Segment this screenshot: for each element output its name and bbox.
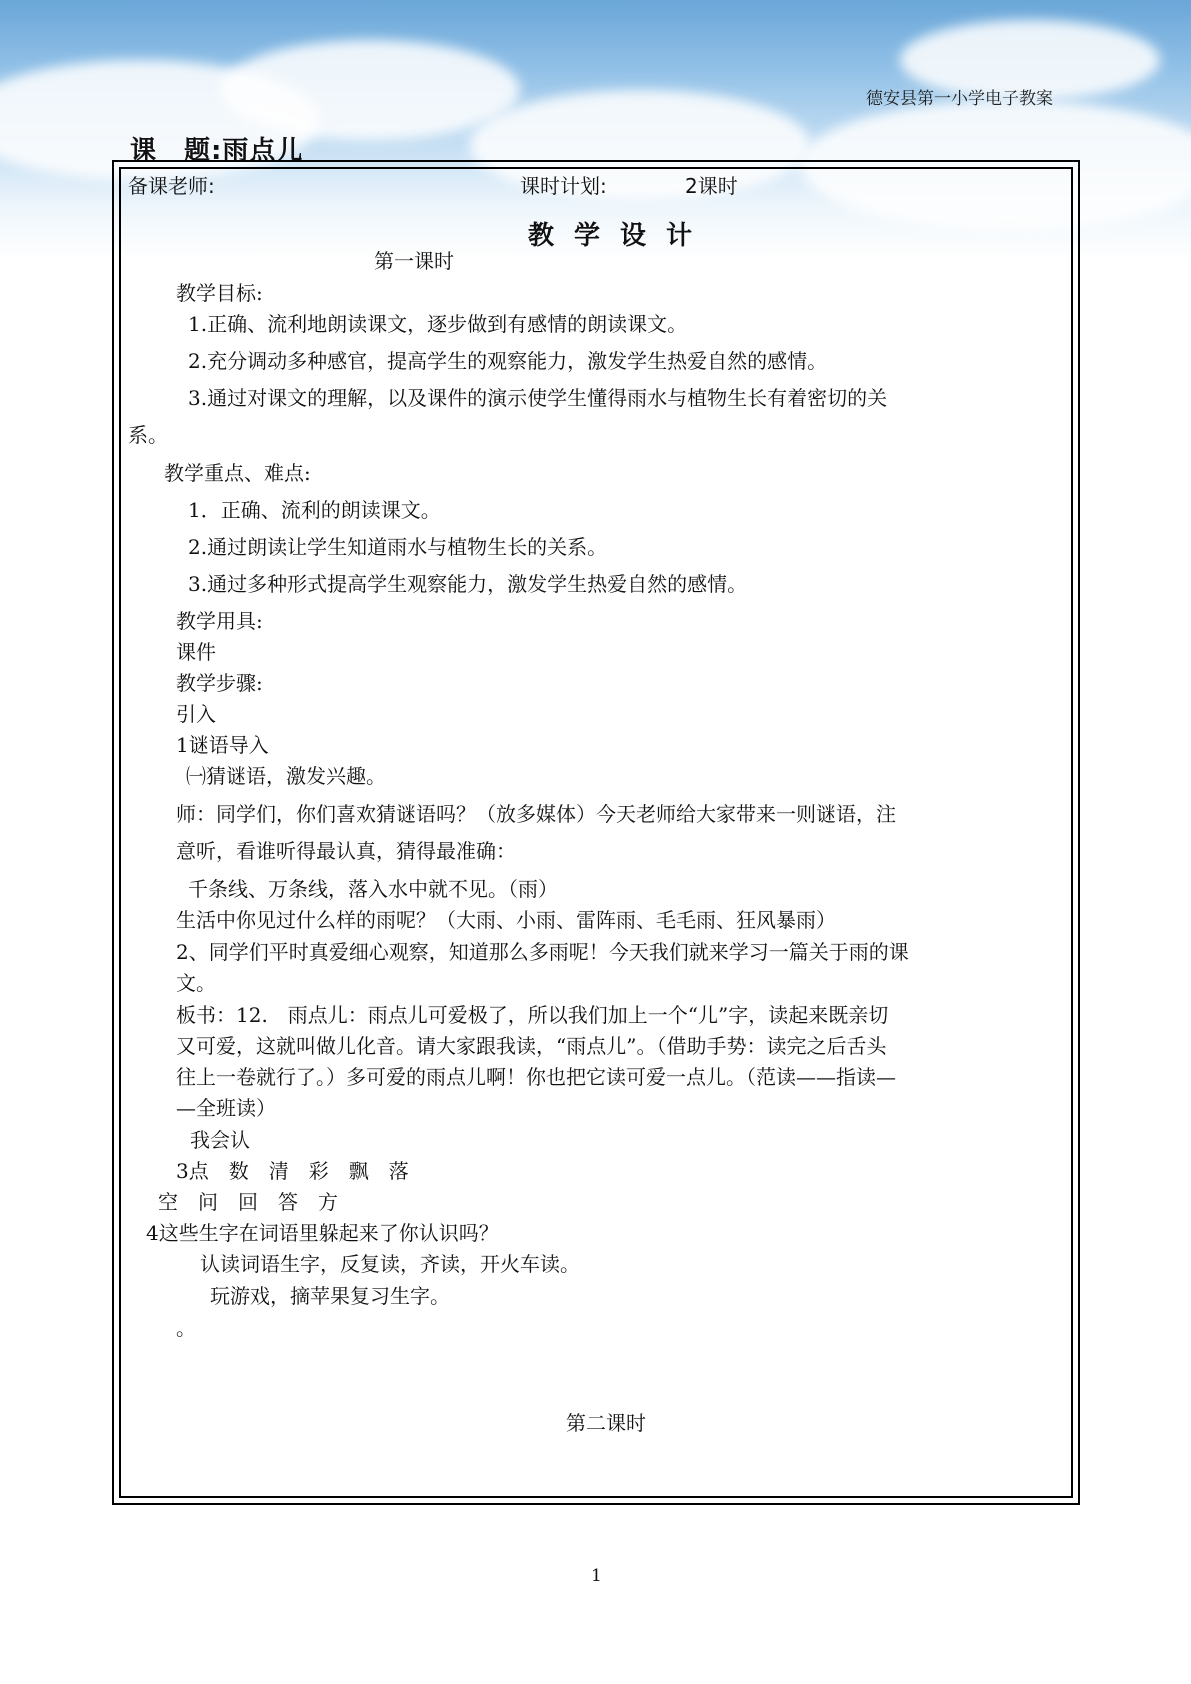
board-line-4: —全班读） [176, 1096, 276, 1120]
objective-3: 3.通过对课文的理解，以及课件的演示使学生懂得雨水与植物生长有着密切的关 [188, 386, 888, 410]
key-point-2: 2.通过朗读让学生知道雨水与植物生长的关系。 [188, 535, 608, 559]
plan-label: 课时计划: [520, 174, 607, 198]
observe-line-2: 文。 [176, 971, 216, 995]
char-row-2: 空 问 回 答 方 [158, 1190, 338, 1214]
char-row-1: 3点 数 清 彩 飘 落 [176, 1159, 409, 1183]
words-heading: 4这些生字在词语里躲起来了你认识吗？ [146, 1221, 499, 1245]
teacher-label: 备课老师: [128, 174, 215, 198]
period-mark: 。 [176, 1316, 196, 1340]
board-line-3: 往上一卷就行了。）多可爱的雨点儿啊！你也把它读可爱一点儿。（范读——指读— [176, 1065, 896, 1089]
objective-3-cont: 系。 [128, 423, 168, 447]
teacher-line-2: 意听，看谁听得最认真，猜得最准确： [176, 839, 516, 863]
design-title: 教学设计 [528, 221, 713, 251]
page-number: 1 [591, 1566, 602, 1586]
lesson-title: 课 题:雨点儿 [130, 136, 304, 166]
school-header: 德安县第一小学电子教案 [866, 89, 1053, 109]
read-words: 认读词语生字，反复读，齐读，开火车读。 [200, 1252, 580, 1276]
play-game: 玩游戏，摘苹果复习生字。 [210, 1284, 450, 1308]
objectives-heading: 教学目标: [176, 281, 263, 305]
rain-types: 生活中你见过什么样的雨呢？（大雨、小雨、雷阵雨、毛毛雨、狂风暴雨） [176, 908, 836, 932]
tools-heading: 教学用具: [176, 609, 263, 633]
teacher-line-1: 师：同学们，你们喜欢猜谜语吗？（放多媒体）今天老师给大家带来一则谜语，注 [176, 802, 896, 826]
cloud [220, 40, 520, 140]
objective-1: 1.正确、流利地朗读课文，逐步做到有感情的朗读课文。 [188, 312, 688, 336]
riddle-heading: 1谜语导入 [176, 733, 269, 757]
intro-heading: 引入 [176, 702, 216, 726]
steps-heading: 教学步骤: [176, 671, 263, 695]
key-point-1: 1．正确、流利的朗读课文。 [188, 498, 441, 522]
key-point-3: 3.通过多种形式提高学生观察能力，激发学生热爱自然的感情。 [188, 572, 748, 596]
tools-value: 课件 [176, 640, 216, 664]
board-line-1: 板书：12. 雨点儿：雨点儿可爱极了，所以我们加上一个“儿”字，读起来既亲切 [176, 1003, 889, 1027]
objective-2: 2.充分调动多种感官，提高学生的观察能力，激发学生热爱自然的感情。 [188, 349, 828, 373]
key-points-heading: 教学重点、难点: [164, 461, 311, 485]
riddle-text: 千条线、万条线，落入水中就不见。（雨） [188, 877, 558, 901]
observe-line-1: 2、同学们平时真爱细心观察，知道那么多雨呢！今天我们就来学习一篇关于雨的课 [176, 940, 909, 964]
plan-value: 2课时 [685, 174, 738, 198]
recognize-heading: 我会认 [190, 1128, 250, 1152]
section-first-lesson: 第一课时 [374, 249, 454, 273]
board-line-2: 又可爱，这就叫做儿化音。请大家跟我读，“雨点儿”。（借助手势：读完之后舌头 [176, 1034, 887, 1058]
section-second-lesson: 第二课时 [566, 1411, 646, 1435]
riddle-subheading: ㈠猜谜语，激发兴趣。 [186, 764, 386, 788]
